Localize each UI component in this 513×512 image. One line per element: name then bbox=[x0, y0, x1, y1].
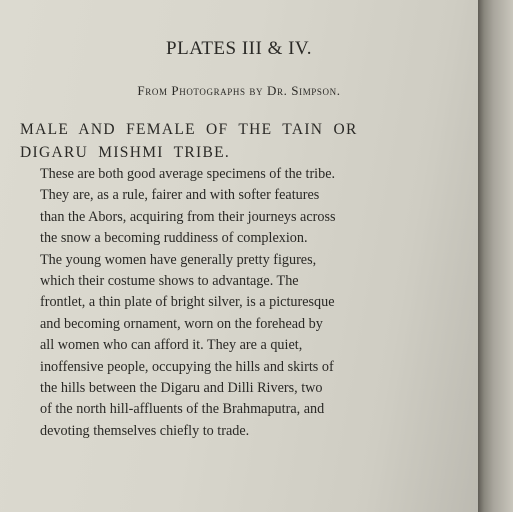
body-line: which their costume shows to advantage. The bbox=[40, 273, 299, 290]
body-line: the hills between the Digaru and Dilli Rivers, two bbox=[40, 380, 323, 397]
photo-credit: From Photographs by Dr. Simpson. bbox=[137, 83, 341, 98]
section-heading bbox=[20, 118, 440, 164]
body-line: frontlet, a thin plate of bright silver, is a picturesque bbox=[40, 294, 335, 311]
heading-line: MALE AND FEMALE OF THE TAIN OR bbox=[20, 121, 358, 138]
body-line: The young women have generally pretty figures, bbox=[40, 251, 317, 268]
body-line: They are, as a rule, fairer and with softer features bbox=[40, 187, 320, 204]
body-line: all women who can afford it. They are a quiet, bbox=[40, 337, 303, 354]
page-edge-shadow bbox=[478, 0, 513, 512]
body-line: devoting themselves chiefly to trade. bbox=[40, 422, 250, 439]
body-line: the snow a becoming ruddiness of complexion. bbox=[40, 230, 308, 247]
body-paragraph bbox=[40, 164, 450, 442]
body-line: and becoming ornament, worn on the forehead by bbox=[40, 315, 323, 332]
body-line: inoffensive people, occupying the hills and skirts of bbox=[40, 358, 334, 375]
body-line: These are both good average specimens of the tribe. bbox=[40, 166, 336, 182]
heading-line: DIGARU MISHMI TRIBE. bbox=[20, 144, 231, 161]
page-title: PLATES III & IV. bbox=[166, 38, 312, 59]
body-line: of the north hill-affluents of the Brahmaputra, and bbox=[40, 401, 325, 418]
body-line: than the Abors, acquiring from their journeys across bbox=[40, 208, 336, 225]
